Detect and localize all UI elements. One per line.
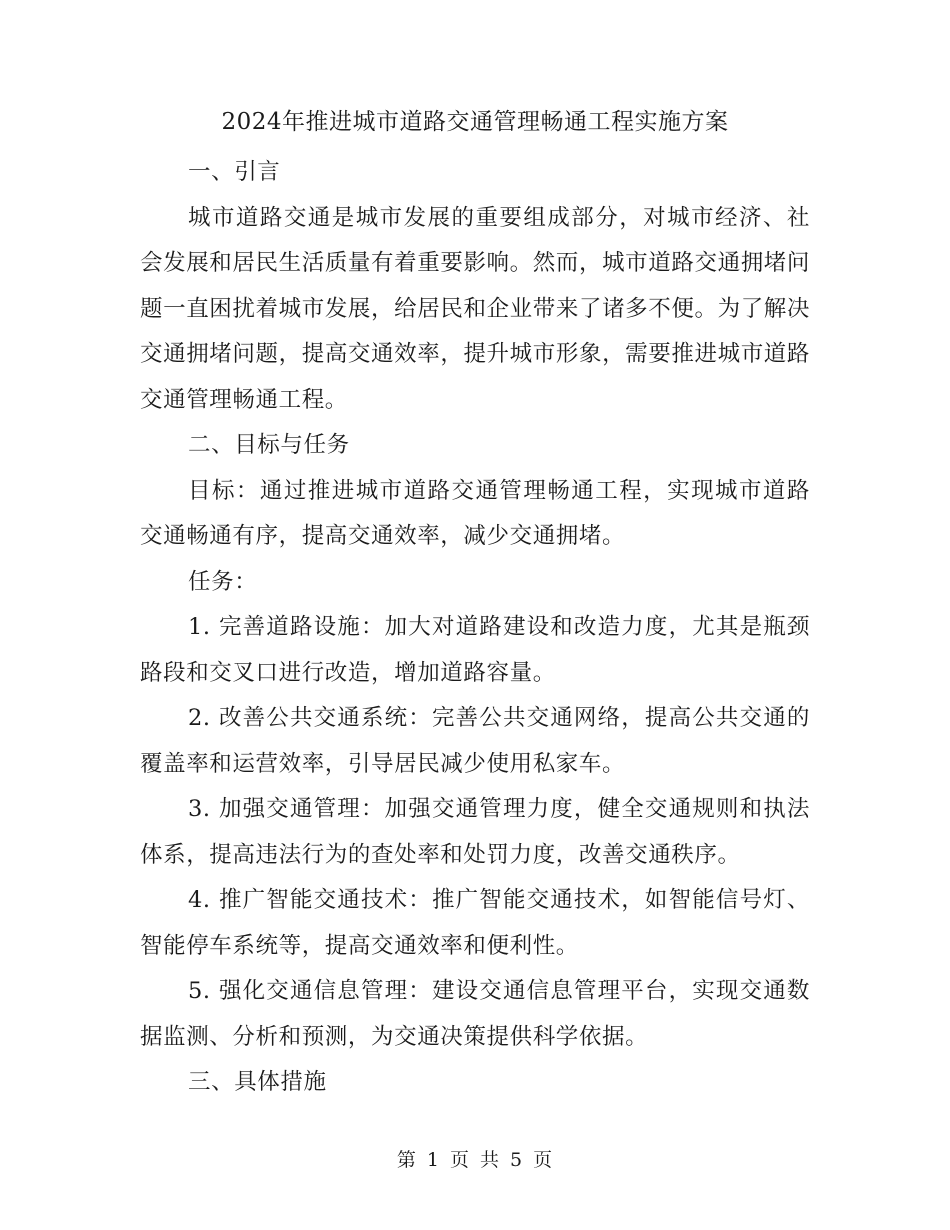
footer-total-word: 共 [480,1149,501,1171]
page-footer [0,1146,950,1174]
document-title: 2024年推进城市道路交通管理畅通工程实施方案 [221,109,729,135]
section-heading-measures: 三、具体措施 [188,1069,327,1095]
task-item: 4. 推广智能交通技术：推广智能交通技术，如智能信号灯、智能停车系统等，提高交通效率和便利性。 [140,887,810,959]
document-body [140,150,810,1106]
task-item: 3. 加强交通管理：加强交通管理力度，健全交通规则和执法体系，提高违法行为的查处率和处罚力度，改善交通秩序。 [140,796,810,868]
body-paragraph: 目标：通过推进城市道路交通管理畅通工程，实现城市道路交通畅通有序，提高交通效率，减少交通拥堵。 [140,477,810,549]
task-item: 2. 改善公共交通系统：完善公共交通网络，提高公共交通的覆盖率和运营效率，引导居民减少使用私家车。 [140,705,810,777]
current-page-number: 1 [426,1149,440,1171]
body-paragraph: 任务： [188,568,258,595]
footer-prefix: 第 [396,1149,417,1171]
body-paragraph: 城市道路交通是城市发展的重要组成部分，对城市经济、社会发展和居民生活质量有着重要影响。然而，城市道路交通拥堵问题一直困扰着城市发展，给居民和企业带来了诸多不便。为了解决交通拥堵问题，提高交通效率，提升城市形象，需要推进城市道路交通管理畅通工程。 [140,204,810,413]
total-pages-number: 5 [510,1149,524,1171]
footer-suffix: 页 [533,1149,554,1171]
footer-page-word: 页 [449,1149,470,1171]
task-item: 5. 强化交通信息管理：建设交通信息管理平台，实现交通数据监测、分析和预测，为交通决策提供科学依据。 [140,978,810,1050]
section-heading-introduction: 一、引言 [188,159,281,185]
task-item: 1. 完善道路设施：加大对道路建设和改造力度，尤其是瓶颈路段和交叉口进行改造，增加道路容量。 [140,614,810,686]
section-heading-goals: 二、目标与任务 [188,432,350,458]
